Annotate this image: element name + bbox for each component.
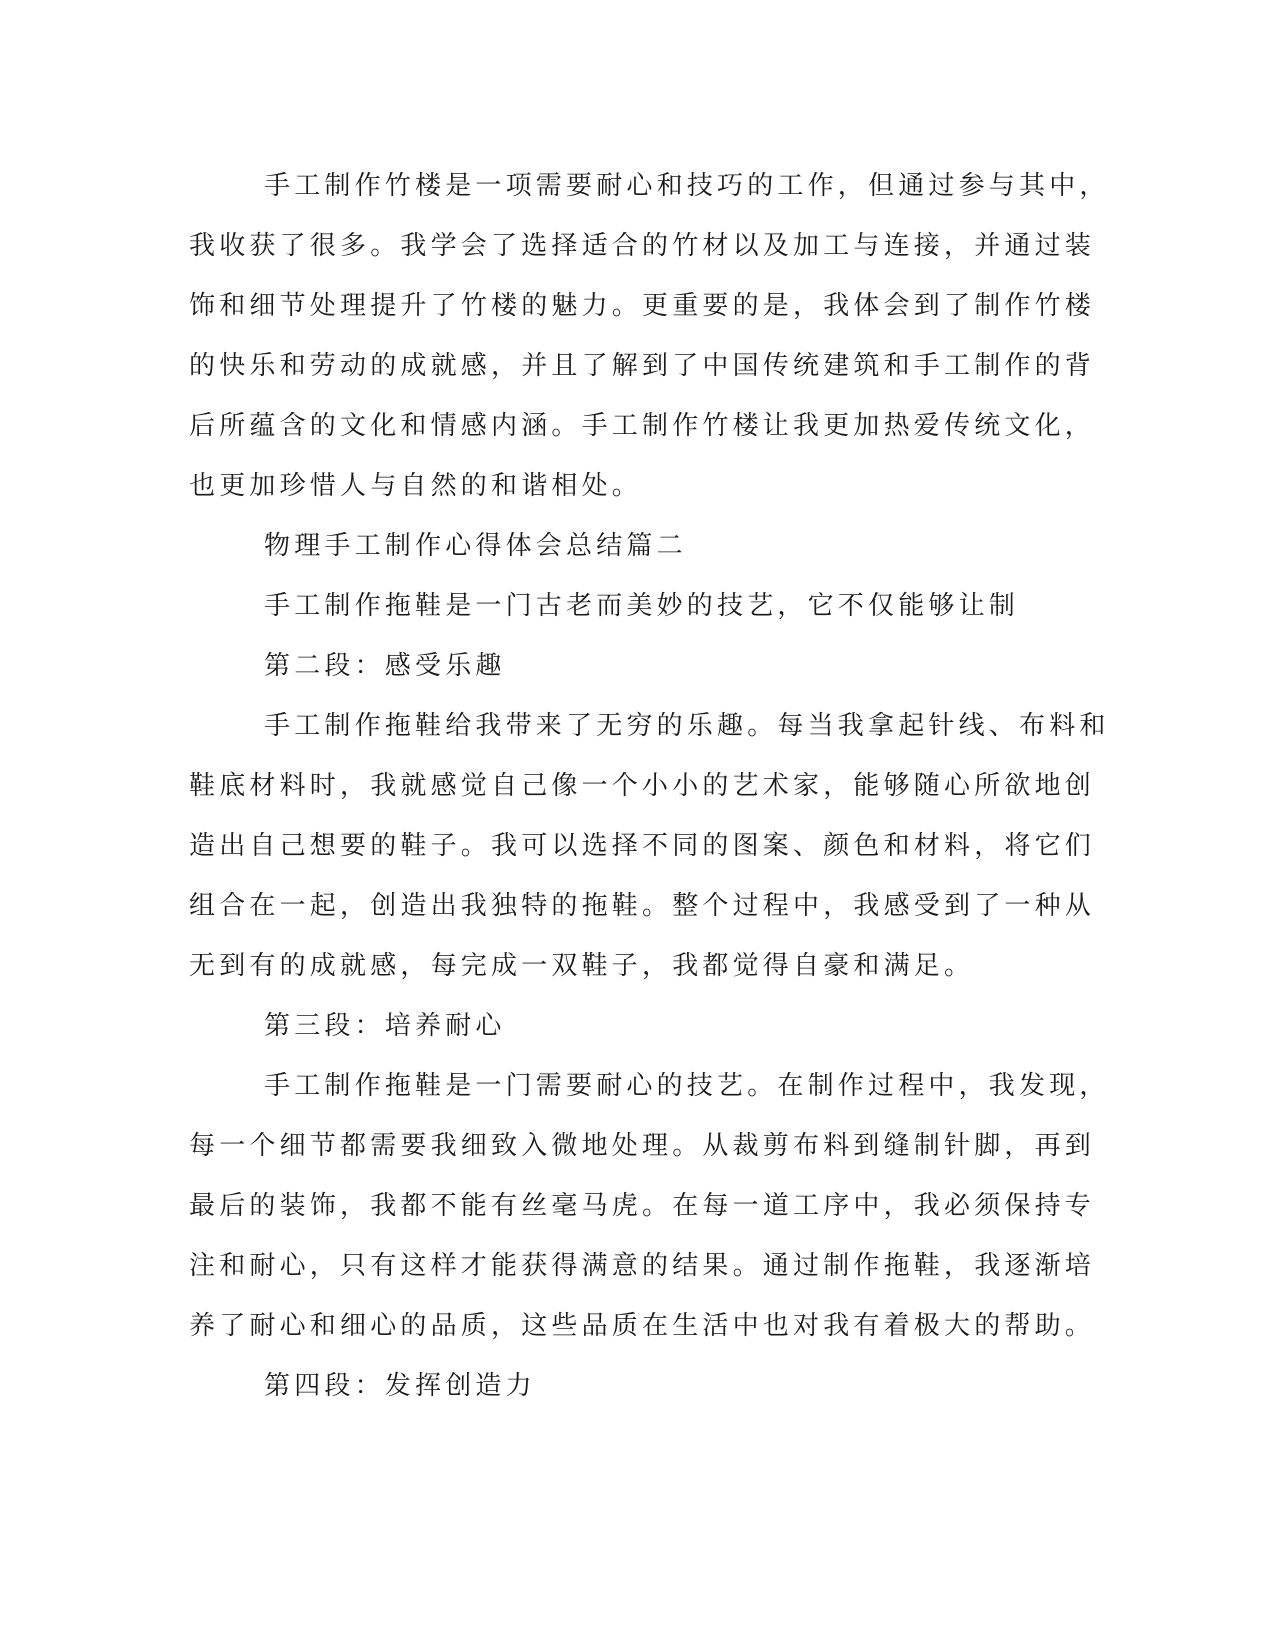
paragraph-2-line-4: 组合在一起，创造出我独特的拖鞋。整个过程中，我感受到了一种从 (189, 891, 1096, 921)
paragraph-1-line-2: 我收获了很多。我学会了选择适合的竹材以及加工与连接，并通过装 (189, 231, 1096, 261)
paragraph-2-line-2: 鞋底材料时，我就感觉自己像一个小小的艺术家，能够随心所欲地创 (189, 771, 1096, 801)
paragraph-3-line-1: 手工制作拖鞋是一门需要耐心的技艺。在制作过程中，我发现， (264, 1071, 1110, 1101)
paragraph-2-line-3: 造出自己想要的鞋子。我可以选择不同的图案、颜色和材料，将它们 (189, 831, 1096, 861)
heading-section-4: 第四段：发挥创造力 (264, 1371, 536, 1401)
paragraph-3-line-4: 注和耐心，只有这样才能获得满意的结果。通过制作拖鞋，我逐渐培 (189, 1251, 1096, 1281)
heading-section-3: 第三段：培养耐心 (264, 1011, 506, 1041)
paragraph-1-line-5: 后所蕴含的文化和情感内涵。手工制作竹楼让我更加热爱传统文化， (189, 411, 1096, 441)
heading-section-2: 第二段：感受乐趣 (264, 651, 506, 681)
section-title: 物理手工制作心得体会总结篇二 (264, 531, 687, 561)
paragraph-3-line-5: 养了耐心和细心的品质，这些品质在生活中也对我有着极大的帮助。 (189, 1311, 1096, 1341)
paragraph-2-line-1: 手工制作拖鞋给我带来了无穷的乐趣。每当我拿起针线、布料和 (264, 711, 1110, 741)
paragraph-1-line-4: 的快乐和劳动的成就感，并且了解到了中国传统建筑和手工制作的背 (189, 351, 1096, 381)
paragraph-1-line-3: 饰和细节处理提升了竹楼的魅力。更重要的是，我体会到了制作竹楼 (189, 291, 1096, 321)
paragraph-2-line-5: 无到有的成就感，每完成一双鞋子，我都觉得自豪和满足。 (189, 951, 975, 981)
intro-line: 手工制作拖鞋是一门古老而美妙的技艺，它不仅能够让制 (264, 591, 1020, 621)
paragraph-1-line-6: 也更加珍惜人与自然的和谐相处。 (189, 471, 643, 501)
paragraph-3-line-3: 最后的装饰，我都不能有丝毫马虎。在每一道工序中，我必须保持专 (189, 1191, 1096, 1221)
paragraph-1-line-1: 手工制作竹楼是一项需要耐心和技巧的工作，但通过参与其中， (264, 171, 1110, 201)
paragraph-3-line-2: 每一个细节都需要我细致入微地处理。从裁剪布料到缝制针脚，再到 (189, 1131, 1096, 1161)
